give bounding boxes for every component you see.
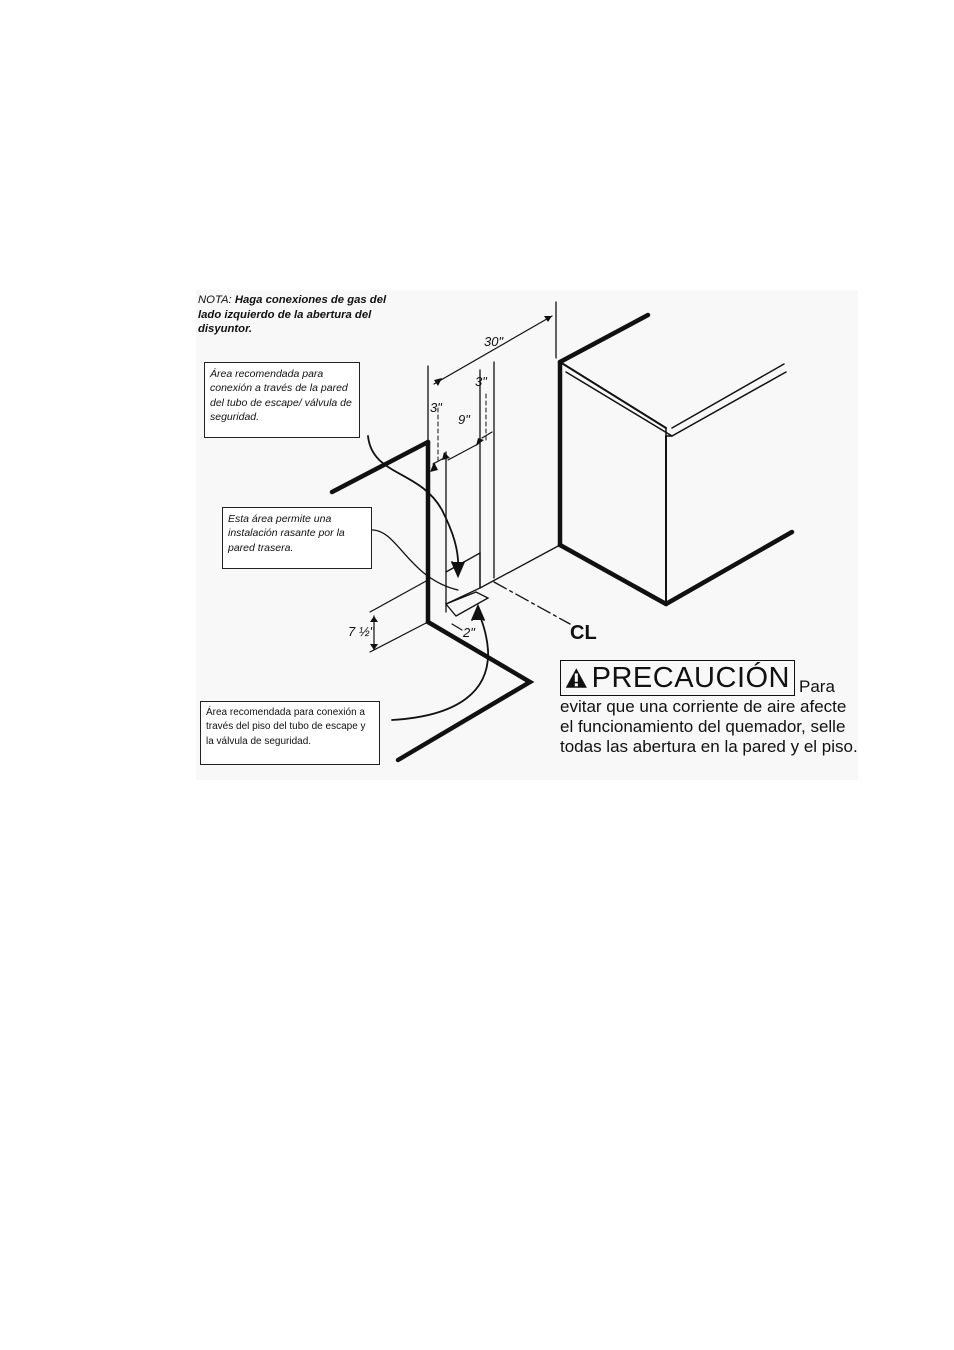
flush-area-callout: Esta área permite una instalación rasante por la pared trasera. — [222, 507, 372, 569]
caution-label-box — [560, 660, 795, 696]
gas-connection-note — [198, 293, 398, 337]
cabinet-bottom-right — [666, 532, 792, 604]
dimension-7-5: 7 ½" — [348, 624, 375, 639]
wall-area-callout: Área recomendada para conexión a través de la pared del tubo de escape/ válvula de seguridad. — [204, 362, 360, 438]
centerline — [494, 582, 570, 624]
note-text: Haga conexiones de gas del lado izquierdo de la abertura del disyuntor. — [198, 294, 387, 335]
caution-block — [560, 660, 860, 757]
centerline-symbol: CL — [570, 622, 597, 644]
caution-text: evitar que una corriente de aire afecte el funcionamiento del quemador, selle todas las abertura en la pared y el piso. — [560, 697, 858, 756]
wall-top-edge — [332, 442, 428, 492]
wall-opening — [446, 553, 480, 604]
cabinet-top-back — [560, 315, 648, 362]
floor-area-callout: Área recomendada para conexión a través del piso del tubo de escape y la válvula de seguridad. — [200, 701, 380, 765]
dimension-9: 9" — [458, 412, 470, 427]
flush-arrow — [372, 530, 458, 590]
floor-line — [480, 545, 560, 588]
dimension-2: 2" — [463, 625, 475, 640]
note-prefix: NOTA: — [198, 294, 232, 306]
caution-title: PRECAUCIÓN — [591, 661, 790, 694]
caution-lead-word: Para — [799, 677, 835, 696]
dimension-3-left: 3" — [430, 400, 442, 415]
warning-triangle-icon — [565, 664, 588, 692]
dimension-3-right: 3" — [475, 374, 487, 389]
dimension-30: 30" — [484, 334, 504, 349]
cabinet-bottom-left — [560, 545, 666, 604]
cabinet-top-front — [560, 362, 666, 428]
floor-edge-front — [398, 622, 530, 760]
